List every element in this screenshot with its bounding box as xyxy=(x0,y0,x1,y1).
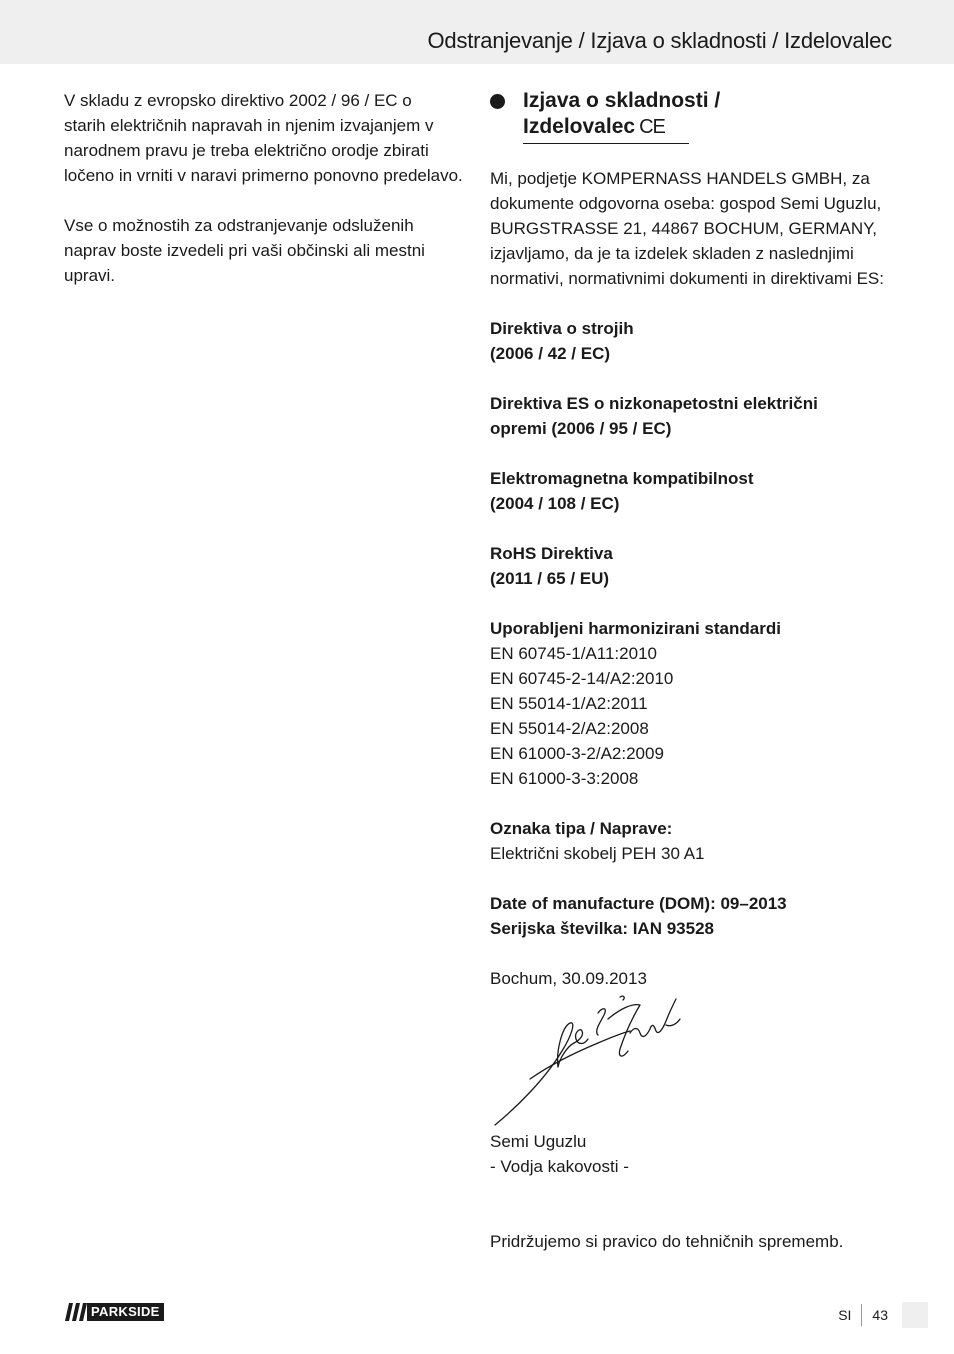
signer-name: Semi Uguzlu xyxy=(490,1132,587,1151)
date-of-manufacture: Date of manufacture (DOM): 09–2013 xyxy=(490,894,787,913)
directive-emc xyxy=(490,466,900,516)
standard-item: EN 61000-3-2/A2:2009 xyxy=(490,744,664,763)
text-line: Mi, podjetje KOMPERNASS HANDELS GMBH, za xyxy=(490,169,870,188)
type-title: Oznaka tipa / Naprave: xyxy=(490,819,673,838)
directive-code: (2011 / 65 / EU) xyxy=(490,569,610,588)
place-date-text: Bochum, 30.09.2013 xyxy=(490,969,647,988)
type-value: Električni skobelj PEH 30 A1 xyxy=(490,844,705,863)
standard-item: EN 61000-3-3:2008 xyxy=(490,769,639,788)
directive-name: Elektromagnetna kompatibilnost xyxy=(490,469,754,488)
ce-mark-icon: CE xyxy=(639,116,665,138)
language-code: SI xyxy=(838,1307,852,1323)
section-heading xyxy=(490,88,900,140)
signer-block xyxy=(490,1129,900,1179)
directive-machinery xyxy=(490,316,900,366)
type-block xyxy=(490,816,900,866)
text-line: narodnem pravu je treba električno orodje zbirati xyxy=(64,141,429,160)
signature-drawing xyxy=(490,991,710,1131)
place-date xyxy=(490,966,900,991)
serial-number: Serijska številka: IAN 93528 xyxy=(490,919,714,938)
text-line: normativi, normativnimi dokumenti in direktivami ES: xyxy=(490,269,884,288)
text-line: Vse o možnostih za odstranjevanje odsluženih xyxy=(64,216,414,235)
declaration-intro xyxy=(490,166,900,291)
heading-line-2-text: Izdelovalec xyxy=(523,115,636,138)
signature xyxy=(490,991,710,1131)
directive-name: RoHS Direktiva xyxy=(490,544,613,563)
note-text: Pridržujemo si pravico do tehničnih sprememb. xyxy=(490,1232,844,1251)
page-tab-marker xyxy=(902,1302,928,1328)
heading-line-2 xyxy=(523,114,900,140)
page-footer xyxy=(838,1302,928,1328)
directive-code: (2006 / 42 / EC) xyxy=(490,344,611,363)
logo-wordmark: PARKSIDE xyxy=(87,1303,164,1321)
directive-low-voltage xyxy=(490,391,900,441)
text-line: BURGSTRASSE 21, 44867 BOCHUM, GERMANY, xyxy=(490,219,878,238)
text-line: upravi. xyxy=(64,266,116,285)
manufacture-block xyxy=(490,891,900,941)
text-line: dokumente odgovorna oseba: gospod Semi Uguzlu, xyxy=(490,194,882,213)
header-bar xyxy=(0,0,954,64)
logo-stripes-icon xyxy=(65,1303,87,1321)
text-line: starih električnih napravah in njenim izvajanjem v xyxy=(64,116,434,135)
disposal-section xyxy=(64,88,464,313)
disposal-paragraph-2 xyxy=(64,213,464,288)
standard-item: EN 55014-1/A2:2011 xyxy=(490,694,648,713)
standard-item: EN 55014-2/A2:2008 xyxy=(490,719,649,738)
heading-underline xyxy=(523,143,689,144)
parkside-logo xyxy=(65,1303,176,1321)
standard-item: EN 60745-1/A11:2010 xyxy=(490,644,657,663)
heading-line-1: Izjava o skladnosti / xyxy=(523,89,721,112)
text-line: ločeno in vrniti v naravi primerno ponovno predelavo. xyxy=(64,166,463,185)
declaration-section xyxy=(490,88,900,1279)
directive-name: Direktiva ES o nizkonapetostni električni xyxy=(490,394,818,413)
directive-code: opremi (2006 / 95 / EC) xyxy=(490,419,672,438)
directive-name: Direktiva o strojih xyxy=(490,319,634,338)
page-title: Odstranjevanje / Izjava o skladnosti / Izdelovalec xyxy=(427,28,892,53)
disposal-paragraph-1 xyxy=(64,88,464,188)
text-line: V skladu z evropsko direktivo 2002 / 96 / EC o xyxy=(64,91,412,110)
text-line: naprav boste izvedeli pri vaši občinski ali mestni xyxy=(64,241,425,260)
text-line: izjavljamo, da je ta izdelek skladen z naslednjimi xyxy=(490,244,854,263)
technical-changes-note xyxy=(490,1229,900,1254)
standards-title: Uporabljeni harmonizirani standardi xyxy=(490,619,781,638)
standard-item: EN 60745-2-14/A2:2010 xyxy=(490,669,674,688)
standards-block xyxy=(490,616,900,791)
page-number: 43 xyxy=(872,1307,888,1323)
signer-role: - Vodja kakovosti - xyxy=(490,1157,629,1176)
directive-rohs xyxy=(490,541,900,591)
bullet-icon xyxy=(490,94,505,109)
directive-code: (2004 / 108 / EC) xyxy=(490,494,620,513)
